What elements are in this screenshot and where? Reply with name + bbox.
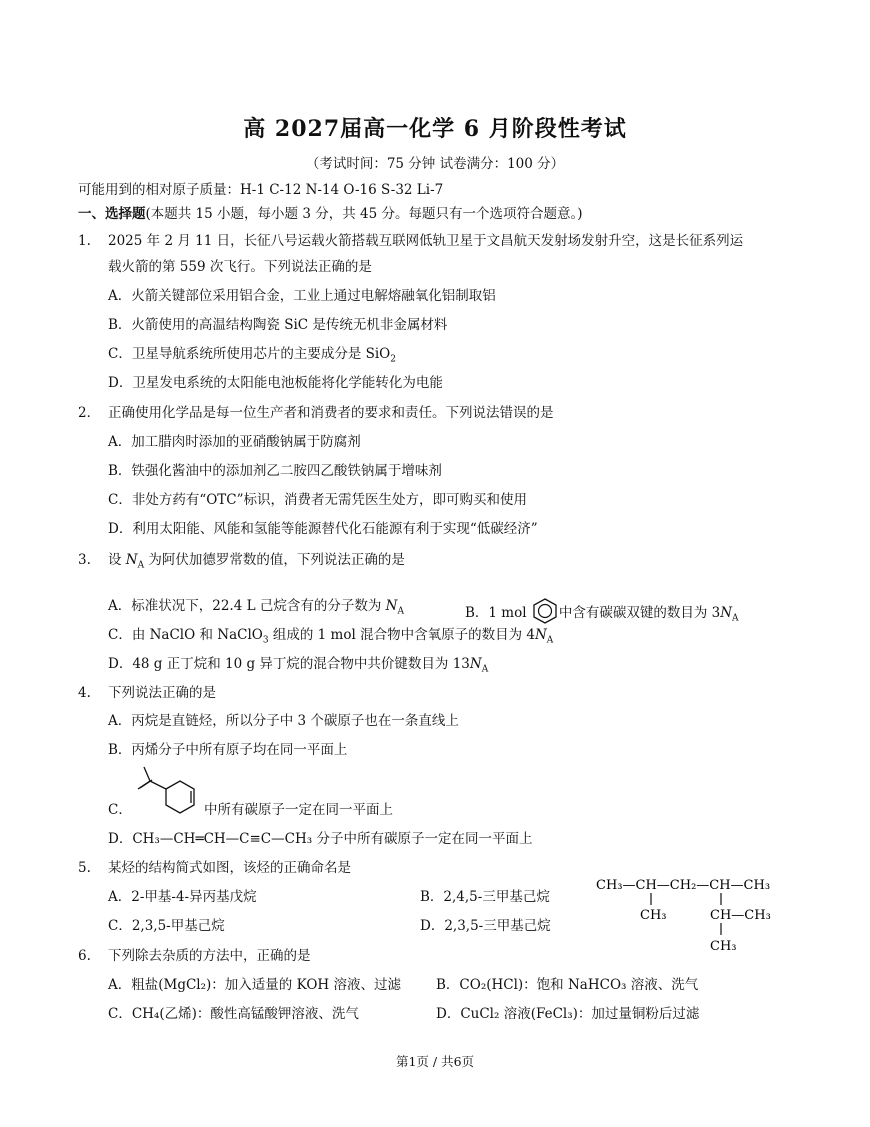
q1-number: 1. [78,233,91,249]
q3-option-a-sub: A [397,606,404,617]
q3-option-c-post: 组成的 1 mol 混合物中含氧原子的数目为 4 [268,627,535,643]
q3-option-c [108,626,553,650]
q6-option-d: D．CuCl₂ 溶液(FeCl₃)：加过量铜粉后过滤 [436,1006,700,1022]
q3-option-a-text: A．标准状况下，22.4 L 己烷含有的分子数为 [108,598,386,614]
benzene-ring-icon [531,597,559,625]
q6-option-c: C．CH₄(乙烯)：酸性高锰酸钾溶液、洗气 [108,1006,359,1022]
q3-option-b-n: N [720,605,733,621]
page-footer: 第1页 / 共6页 [395,1054,475,1069]
q5-struct-branch2: CH—CH₃ [710,908,771,923]
q4-option-b: B．丙烯分子中所有原子均在同一平面上 [108,742,348,758]
q6-stem: 下列除去杂质的方法中，正确的是 [108,948,311,964]
q2-option-d: D．利用太阳能、风能和氢能等能源替代化石能源有利于实现“低碳经济” [108,521,538,537]
q3-option-b-post: 中含有碳碳双键的数目为 3 [558,605,721,621]
q3-stem [108,551,405,575]
q4-stem: 下列说法正确的是 [108,685,216,701]
q3-option-b-text: B．1 mol [465,605,531,621]
q1-option-b: B．火箭使用的高温结构陶瓷 SiC 是传统无机非金属材料 [108,317,448,333]
q5-structural-formula [592,874,792,958]
q5-option-a: A．2-甲基-4-异丙基戊烷 [108,889,257,905]
q1-option-d: D．卫星发电系统的太阳能电池板能将化学能转化为电能 [108,375,443,391]
q3-option-b-sub: A [732,613,739,624]
q3-option-d-sub: A [481,664,489,675]
q4-option-a: A．丙烷是直链烃，所以分子中 3 个碳原子也在一条直线上 [108,713,459,729]
q3-option-c-nsub: A [546,635,554,646]
q3-stem-n: N [125,552,138,568]
page-title: 高 2027届高一化学 6 月阶段性考试 [243,116,627,142]
exam-info: （考试时间：75 分钟 试卷满分：100 分） [305,156,565,172]
q5-option-d: D．2,3,5-三甲基己烷 [420,918,551,934]
q4-number: 4. [78,685,91,701]
q3-stem-post: 为阿伏加德罗常数的值，下列说法正确的是 [144,552,405,568]
q1-option-a: A．火箭关键部位采用铝合金，工业上通过电解熔融氧化铝制取铝 [108,288,496,304]
limonene-structure-icon [130,763,210,819]
q6-number: 6. [78,948,91,964]
q2-number: 2． [78,405,101,421]
q3-option-a-n: N [385,598,398,614]
q1-option-c-sub: 2 [390,354,396,365]
q2-option-a: A．加工腊肉时添加的亚硝酸钠属于防腐剂 [108,434,361,450]
q3-option-b [465,597,739,628]
section-heading [78,205,582,223]
q5-struct-main: CH₃—CH—CH₂—CH—CH₃ [596,878,771,893]
q1-option-c [108,345,396,369]
q6-option-a: A．粗盐(MgCl₂)：加入适量的 KOH 溶液、过滤 [108,977,401,993]
q1-stem-line1: 2025 年 2 月 11 日，长征八号运载火箭搭载互联网低轨卫星于文昌航天发射场发射升空，这是长征系列运 [108,233,744,249]
q3-option-a [108,597,404,621]
q2-stem: 正确使用化学品是每一位生产者和消费者的要求和责任。下列说法错误的是 [108,405,554,421]
q1-stem-line2: 载火箭的第 559 次飞行。下列说法正确的是 [108,259,372,275]
q3-option-c-n: N [534,627,547,643]
atomic-mass-line: 可能用到的相对原子质量：H-1 C-12 N-14 O-16 S-32 Li-7 [78,182,444,198]
section-desc: (本题共 15 小题，每小题 3 分，共 45 分。每题只有一个选项符合题意。) [145,206,583,222]
q5-number: 5. [78,860,91,876]
q3-number: 3. [78,552,91,568]
q5-struct-branch3: CH₃ [710,939,737,954]
q3-option-d [108,655,488,679]
q1-option-c-text: C．卫星导航系统所使用芯片的主要成分是 SiO [108,346,391,362]
q3-stem-pre: 设 [108,552,126,568]
q5-option-c: C．2,3,5-甲基己烷 [108,918,225,934]
q3-option-c-text: C．由 NaClO 和 NaClO [108,627,263,643]
q3-option-d-text: D．48 g 正丁烷和 10 g 异丁烷的混合物中共价键数目为 13 [108,656,470,672]
section-label: 一、选择题 [78,206,146,222]
q3-stem-sub: A [137,560,145,571]
q2-option-c: C．非处方药有“OTC”标识，消费者无需凭医生处方，即可购买和使用 [108,492,528,508]
q6-option-b: B．CO₂(HCl)：饱和 NaHCO₃ 溶液、洗气 [436,977,699,993]
q5-stem: 某烃的结构简式如图，该烃的正确命名是 [108,860,351,876]
q3-option-c-sub: 3 [262,635,269,646]
q5-struct-branch1: CH₃ [640,908,667,923]
q5-option-b: B．2,4,5-三甲基己烷 [420,889,550,905]
q4-option-c-text: 中所有碳原子一定在同一平面上 [204,802,393,818]
q3-option-d-n: N [469,656,482,672]
q2-option-b: B．铁强化酱油中的添加剂乙二胺四乙酸铁钠属于增味剂 [108,463,442,479]
q4-option-c: C． [108,802,132,818]
q4-option-d: D．CH₃—CH═CH—C≡C—CH₃ 分子中所有碳原子一定在同一平面上 [108,831,533,847]
